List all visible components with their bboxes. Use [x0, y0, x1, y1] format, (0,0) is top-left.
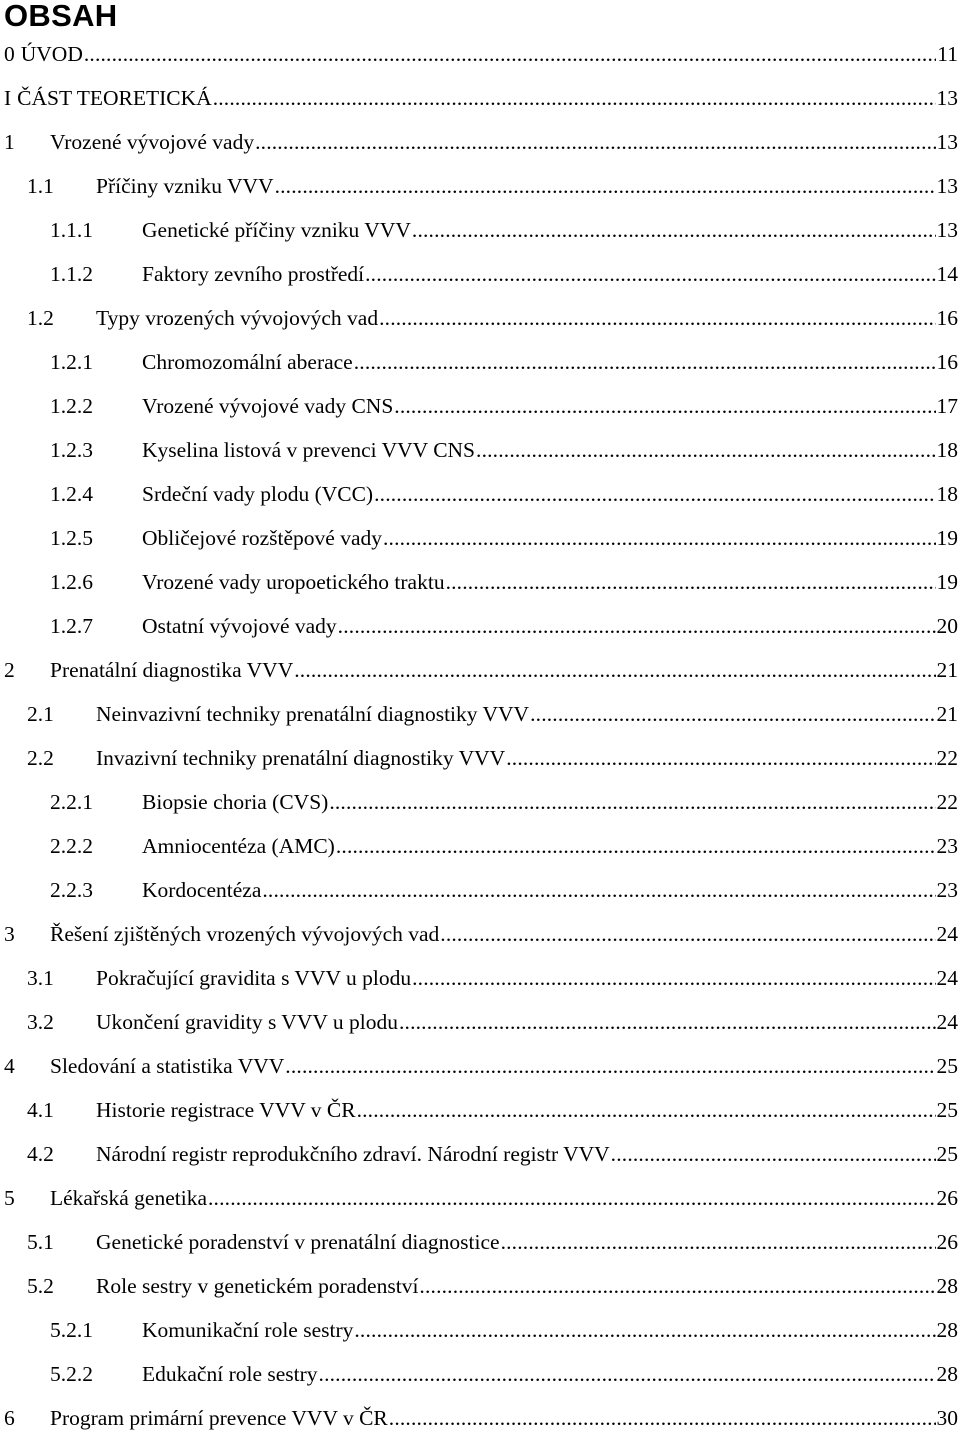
toc-entry[interactable]	[0, 1220, 960, 1264]
toc-entry[interactable]	[0, 76, 960, 120]
toc-entry-page-number: 13	[937, 129, 960, 155]
toc-entry-page-number: 16	[937, 305, 960, 331]
dot-leader	[285, 1053, 935, 1079]
dot-leader	[446, 569, 936, 595]
toc-entry-number: 5.1	[27, 1229, 96, 1255]
toc-entry-page-number: 16	[937, 349, 960, 375]
toc-entry-title: Komunikační role sestry	[142, 1317, 353, 1343]
toc-entry[interactable]	[0, 648, 960, 692]
toc-entry-title: Pokračující gravidita s VVV u plodu	[96, 965, 411, 991]
dot-leader	[338, 613, 936, 639]
dot-leader	[389, 1405, 936, 1431]
toc-entry-title: Ukončení gravidity s VVV u plodu	[96, 1009, 398, 1035]
toc-entry-page-number: 21	[937, 657, 960, 683]
toc-entry-title: Typy vrozených vývojových vad	[96, 305, 378, 331]
toc-entry-number: 2.2.3	[50, 877, 142, 903]
toc-entry-number: 1.1	[27, 173, 96, 199]
dot-leader	[476, 437, 935, 463]
toc-entry-number: 5	[4, 1185, 50, 1211]
toc-entry-title: Edukační role sestry	[142, 1361, 318, 1387]
dot-leader	[440, 921, 935, 947]
dot-leader	[354, 349, 936, 375]
toc-entry-page-number: 18	[937, 481, 960, 507]
toc-entry-title: Invazivní techniky prenatální diagnostiky VVV	[96, 745, 505, 771]
dot-leader	[611, 1141, 936, 1167]
toc-entry-page-number: 23	[937, 833, 960, 859]
toc-entry[interactable]	[0, 428, 960, 472]
toc-heading: OBSAH	[4, 0, 117, 36]
toc-entry-number: 5.2.2	[50, 1361, 142, 1387]
toc-entry-title: Srdeční vady plodu (VCC)	[142, 481, 373, 507]
dot-leader	[208, 1185, 936, 1211]
toc-entry-number: I	[4, 85, 11, 111]
toc-entry-title: Historie registrace VVV v ČR	[96, 1097, 356, 1123]
toc-entry-number: 1.2	[27, 305, 96, 331]
toc-entry[interactable]	[0, 1044, 960, 1088]
toc-entry-page-number: 25	[937, 1053, 960, 1079]
dot-leader	[319, 1361, 936, 1387]
toc-entry-number: 4.2	[27, 1141, 96, 1167]
toc-entry-title: Obličejové rozštěpové vady	[142, 525, 382, 551]
dot-leader	[412, 217, 936, 243]
toc-entry-page-number: 19	[937, 569, 960, 595]
toc-entry-title: Chromozomální aberace	[142, 349, 353, 375]
toc-entry-page-number: 25	[937, 1141, 960, 1167]
toc-entry-number: 1.2.1	[50, 349, 142, 375]
toc-entry[interactable]	[0, 340, 960, 384]
toc-entry[interactable]	[0, 1132, 960, 1176]
dot-leader	[412, 965, 935, 991]
toc-entry-page-number: 11	[937, 41, 960, 67]
toc-entry[interactable]	[0, 252, 960, 296]
toc-entry-title: Genetické příčiny vzniku VVV	[142, 217, 411, 243]
toc-entry-page-number: 24	[937, 1009, 960, 1035]
toc-entry-number: 4.1	[27, 1097, 96, 1123]
toc-entry-number: 2.2	[27, 745, 96, 771]
toc-entry-number: 6	[4, 1405, 50, 1431]
dot-leader	[506, 745, 935, 771]
toc-entry-number: 3	[4, 921, 50, 947]
toc-entry[interactable]	[0, 956, 960, 1000]
toc-entry[interactable]	[0, 164, 960, 208]
toc-entry-page-number: 21	[937, 701, 960, 727]
toc-entry-title: Vrozené vývojové vady CNS	[142, 393, 393, 419]
toc-entry-number: 5.2.1	[50, 1317, 142, 1343]
toc-entry[interactable]	[0, 1352, 960, 1396]
dot-leader	[329, 789, 935, 815]
dot-leader	[84, 41, 936, 67]
dot-leader	[354, 1317, 935, 1343]
toc-entry-page-number: 24	[937, 921, 960, 947]
dot-leader	[379, 305, 935, 331]
toc-entry-title: Lékařská genetika	[50, 1185, 207, 1211]
toc-entry-number: 1.1.1	[50, 217, 142, 243]
toc-entry-number: 2.2.1	[50, 789, 142, 815]
toc-entry-number: 1.2.5	[50, 525, 142, 551]
toc-entry[interactable]	[0, 1088, 960, 1132]
toc-entry[interactable]	[0, 516, 960, 560]
dot-leader	[357, 1097, 936, 1123]
toc-entry-page-number: 22	[937, 789, 960, 815]
dot-leader	[501, 1229, 936, 1255]
toc-entry-page-number: 25	[937, 1097, 960, 1123]
toc-entry[interactable]	[0, 780, 960, 824]
toc-entry[interactable]	[0, 912, 960, 956]
dot-leader	[394, 393, 935, 419]
toc-entry[interactable]	[0, 560, 960, 604]
toc-entry[interactable]	[0, 120, 960, 164]
toc-entry-title: Genetické poradenství v prenatální diagnostice	[96, 1229, 500, 1255]
toc-entry-title: Sledování a statistika VVV	[50, 1053, 284, 1079]
toc-entry-page-number: 14	[937, 261, 960, 287]
toc-entry[interactable]	[0, 1396, 960, 1440]
toc-entry-page-number: 26	[937, 1185, 960, 1211]
toc-entry-page-number: 18	[937, 437, 960, 463]
toc-entry-number: 1.2.2	[50, 393, 142, 419]
toc-entry-number: 1.1.2	[50, 261, 142, 287]
toc-entry-number: 1.2.7	[50, 613, 142, 639]
toc-entry-page-number: 28	[937, 1361, 960, 1387]
dot-leader	[374, 481, 935, 507]
toc-entry-page-number: 13	[937, 217, 960, 243]
toc-entry-page-number: 13	[937, 173, 960, 199]
toc-entry-title: Vrozené vývojové vady	[50, 129, 254, 155]
toc-entry[interactable]	[0, 736, 960, 780]
toc-entry-page-number: 22	[937, 745, 960, 771]
toc-entry[interactable]	[0, 1000, 960, 1044]
toc-entry[interactable]	[0, 384, 960, 428]
toc-entry-title: Prenatální diagnostika VVV	[50, 657, 293, 683]
toc-entry-page-number: 28	[937, 1317, 960, 1343]
toc-entry-title: Vrozené vady uropoetického traktu	[142, 569, 445, 595]
dot-leader	[213, 85, 936, 111]
toc-entry-title: Ostatní vývojové vady	[142, 613, 337, 639]
dot-leader	[336, 833, 936, 859]
toc-entry-title: Kordocentéza	[142, 877, 261, 903]
toc-entry-title: Kyselina listová v prevenci VVV CNS	[142, 437, 475, 463]
toc-entry-page-number: 24	[937, 965, 960, 991]
toc-entry[interactable]	[0, 1264, 960, 1308]
dot-leader	[419, 1273, 935, 1299]
toc-entry[interactable]	[0, 472, 960, 516]
toc-entry[interactable]	[0, 1176, 960, 1220]
toc-entry[interactable]	[0, 604, 960, 648]
toc-entry-page-number: 28	[937, 1273, 960, 1299]
toc-entry-title: Národní registr reprodukčního zdraví. Národní registr VVV	[96, 1141, 610, 1167]
toc-entry-number: 2	[4, 657, 50, 683]
toc-entry-number: 1.2.4	[50, 481, 142, 507]
toc-entry-page-number: 26	[937, 1229, 960, 1255]
toc-entry[interactable]	[0, 692, 960, 736]
toc-entry-number: 4	[4, 1053, 50, 1079]
toc-entry[interactable]	[0, 32, 960, 76]
toc-entry-title: Řešení zjištěných vrozených vývojových vad	[50, 921, 439, 947]
toc-entry-page-number: 13	[937, 85, 960, 111]
toc-entry-title: Role sestry v genetickém poradenství	[96, 1273, 418, 1299]
dot-leader	[294, 657, 935, 683]
toc-entry-number: 1	[4, 129, 50, 155]
toc-entry[interactable]	[0, 296, 960, 340]
toc-entry-title: ČÁST TEORETICKÁ	[17, 85, 212, 111]
dot-leader	[275, 173, 936, 199]
toc-entry-title: Biopsie choria (CVS)	[142, 789, 328, 815]
toc-entry-title: Neinvazivní techniky prenatální diagnostiky VVV	[96, 701, 529, 727]
toc-entry[interactable]	[0, 1308, 960, 1352]
dot-leader	[530, 701, 935, 727]
toc-entry-title: Příčiny vzniku VVV	[96, 173, 274, 199]
dot-leader	[383, 525, 936, 551]
toc-entry-number: 1.2.6	[50, 569, 142, 595]
toc-entry-page-number: 23	[937, 877, 960, 903]
toc-entry-page-number: 19	[937, 525, 960, 551]
toc-entry[interactable]	[0, 868, 960, 912]
toc-entry[interactable]	[0, 208, 960, 252]
toc-entry-number: 1.2.3	[50, 437, 142, 463]
toc-entry-number: 3.2	[27, 1009, 96, 1035]
toc-entry-page-number: 20	[937, 613, 960, 639]
dot-leader	[255, 129, 935, 155]
toc-entry-title: Amniocentéza (AMC)	[142, 833, 335, 859]
toc-entry-title: ÚVOD	[21, 41, 83, 67]
toc-entry[interactable]	[0, 824, 960, 868]
dot-leader	[399, 1009, 936, 1035]
toc-entry-number: 2.2.2	[50, 833, 142, 859]
toc-entry-page-number: 17	[937, 393, 960, 419]
toc-entry-title: Faktory zevního prostředí	[142, 261, 364, 287]
toc-entry-number: 5.2	[27, 1273, 96, 1299]
dot-leader	[262, 877, 935, 903]
dot-leader	[365, 261, 935, 287]
toc-entry-page-number: 30	[937, 1405, 960, 1431]
toc-entry-number: 3.1	[27, 965, 96, 991]
table-of-contents	[0, 32, 960, 1440]
toc-entry-title: Program primární prevence VVV v ČR	[50, 1405, 388, 1431]
toc-entry-number: 2.1	[27, 701, 96, 727]
toc-entry-number: 0	[4, 41, 15, 67]
